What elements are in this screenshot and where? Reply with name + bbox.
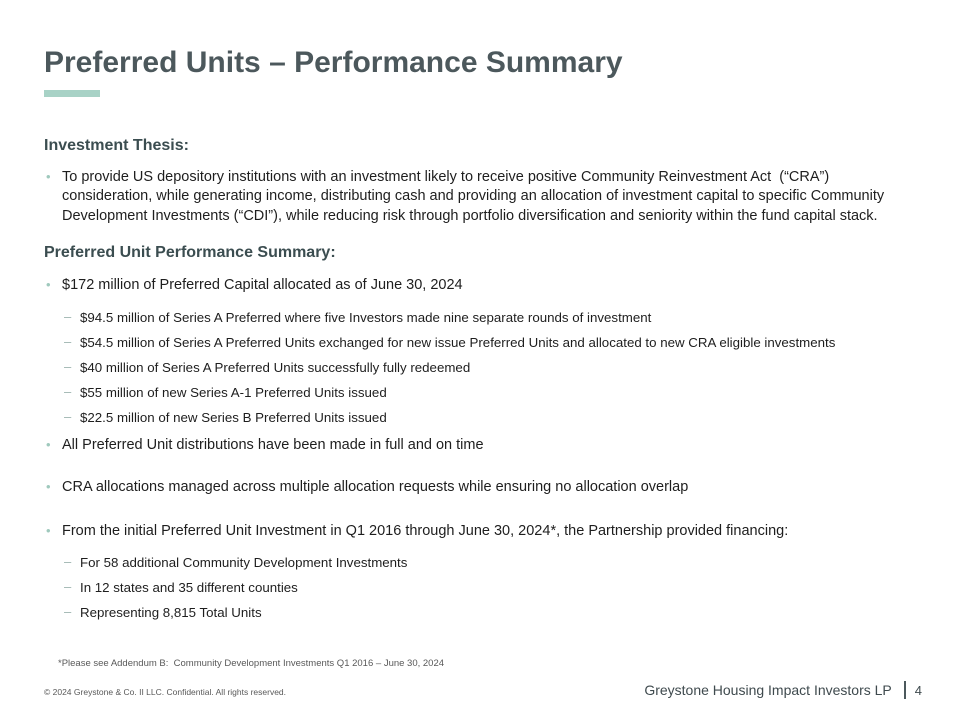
sub-bullet-text: $22.5 million of new Series B Preferred Units issued [80, 410, 387, 426]
bullet-text: All Preferred Unit distributions have been made in full and on time [62, 437, 484, 454]
sub-bullet-cdi-count [44, 553, 916, 570]
sub-bullet-text: $55 million of new Series A-1 Preferred Units issued [80, 385, 387, 401]
footer-right [644, 681, 922, 699]
sub-bullet-text: For 58 additional Community Development Investments [80, 554, 408, 570]
bullet-text: From the initial Preferred Unit Investment in Q1 2016 through June 30, 2024*, the Partnership provided financing: [62, 522, 789, 539]
section-heading-investment-thesis: Investment Thesis: [44, 137, 189, 154]
bullet-preferred-capital [44, 276, 916, 295]
bullet-text: CRA allocations managed across multiple allocation requests while ensuring no allocation overlap [62, 479, 689, 496]
slide-title: Preferred Units – Performance Summary [44, 46, 623, 79]
dash-icon: – [64, 578, 72, 594]
financing-sub-bullets [44, 553, 916, 620]
copyright-text: © 2024 Greystone & Co. II LLC. Confidential. All rights reserved. [44, 687, 287, 697]
slide-body [44, 97, 916, 631]
sub-bullet-text: In 12 states and 35 different counties [80, 579, 298, 595]
sub-bullet-text: $94.5 million of Series A Preferred where five Investors made nine separate rounds of investment [80, 310, 652, 326]
bullet-distributions [44, 436, 916, 455]
page-divider [904, 681, 906, 699]
sub-bullet-series-a-rounds [44, 311, 916, 325]
dash-icon: – [64, 603, 72, 619]
bullet-text: To provide US depository institutions with an investment likely to receive positive Community Reinvestment Act (“CRA”) consideration, while generating income, distributing cash and providing an allocation of investment capital to specific Community Development Investments (“CDI”), while reducing risk through portfolio diversification and seniority within the fund capital stack. [62, 169, 889, 224]
sub-bullet-text: $54.5 million of Series A Preferred Units exchanged for new issue Preferred Units and allocated to new CRA eligible investments [80, 335, 836, 351]
dash-icon: – [64, 409, 72, 425]
bullet-dot-icon: • [46, 276, 51, 292]
section-heading-performance-summary: Preferred Unit Performance Summary: [44, 243, 336, 261]
bullet-text: $172 million of Preferred Capital allocated as of June 30, 2024 [62, 276, 463, 293]
sub-bullet-series-b-issued [44, 411, 916, 425]
capital-sub-bullets [44, 311, 916, 425]
page-number: 4 [914, 682, 922, 698]
dash-icon: – [64, 334, 72, 350]
sub-bullet-text: Representing 8,815 Total Units [80, 604, 262, 620]
footnote: *Please see Addendum B: Community Development Investments Q1 2016 – June 30, 2024 [58, 658, 445, 669]
dash-icon: – [64, 309, 72, 325]
title-accent-bar [44, 90, 100, 97]
sub-bullet-series-a1-issued [44, 386, 916, 400]
dash-icon: – [64, 553, 72, 569]
company-name: Greystone Housing Impact Investors LP [644, 682, 892, 698]
sub-bullet-text: $40 million of Series A Preferred Units successfully fully redeemed [80, 360, 471, 376]
bullet-investment-thesis [44, 168, 916, 226]
sub-bullet-series-a-redeemed [44, 361, 916, 375]
bullet-financing [44, 522, 916, 541]
dash-icon: – [64, 359, 72, 375]
bullet-cra-allocations [44, 478, 916, 497]
bullet-dot-icon: • [46, 479, 51, 495]
bullet-dot-icon: • [46, 522, 51, 538]
sub-bullet-states-counties [44, 578, 916, 595]
dash-icon: – [64, 384, 72, 400]
sub-bullet-series-a-exchanged [44, 336, 916, 350]
bullet-dot-icon: • [46, 169, 51, 184]
sub-bullet-total-units [44, 603, 916, 620]
bullet-dot-icon: • [46, 437, 51, 453]
